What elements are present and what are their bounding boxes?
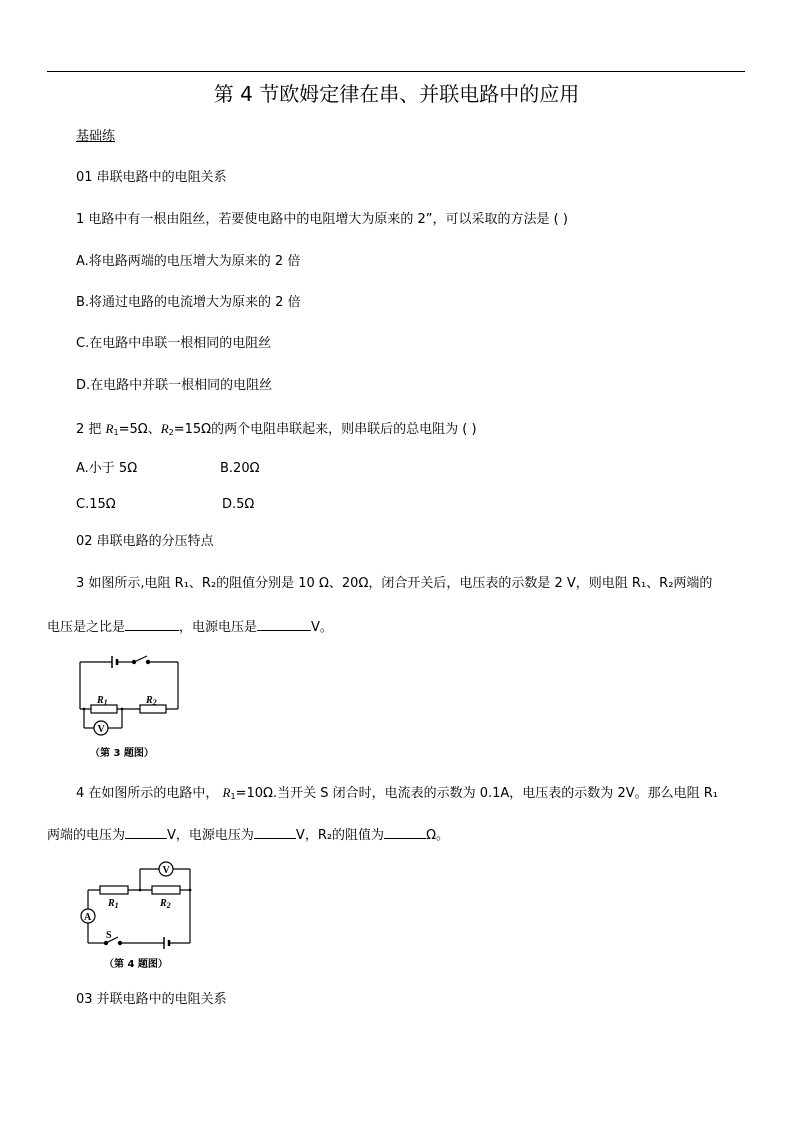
q2-r2: R [160, 421, 169, 436]
figure-3-r1-label: $R_1$ [97, 695, 108, 707]
q2-option-b: B.20Ω [220, 461, 260, 476]
topic-01: 01 串联电路中的电阻关系 [76, 170, 227, 185]
q4-blank-source-voltage[interactable] [254, 825, 296, 839]
q3-line1: 3 如图所示,电阻 R₁、R₂的阻值分别是 10 Ω、20Ω，闭合开关后，电压表的示数是 2 V，则电阻 R₁、R₂两端的 [76, 576, 713, 591]
page-title: 第 4 节欧姆定律在串、并联电路中的应用 [213, 82, 580, 106]
q2-option-c: C.15Ω [76, 497, 116, 512]
q3-line2-b: ，电源电压是 [179, 620, 258, 635]
q2-mid1: =5Ω、 [118, 422, 161, 437]
header-rule [47, 71, 745, 72]
q2-r1: R [105, 421, 114, 436]
q4-line1-a: 4 在如图所示的电路中， [76, 786, 223, 801]
q3-blank-ratio[interactable] [125, 617, 179, 631]
q4-line1-b: =10Ω.当开关 S 闭合时，电流表的示数为 0.1A，电压表的示数为 2V。那么电阻 R₁ [235, 786, 718, 801]
figure-4-ammeter-label: A [84, 912, 92, 923]
q4-line1 [76, 784, 718, 806]
figure-4-voltmeter-label: V [162, 865, 170, 876]
figure-4-switch-label: S [106, 930, 112, 941]
q2-r2-sub: 2 [168, 428, 174, 437]
q3-line2-c: V。 [311, 620, 333, 635]
q2-r1-sub: 1 [113, 428, 119, 437]
figure-3-r2-label: $R_2$ [146, 695, 157, 707]
q2-stem [76, 420, 477, 442]
q1-option-a: A.将电路两端的电压增大为原来的 2 倍 [76, 254, 301, 269]
q2-option-a: A.小于 5Ω [76, 461, 138, 476]
section-heading: 基础练 [76, 129, 116, 144]
figure-4-circuit [76, 855, 196, 973]
q4-line2-d: Ω。 [426, 828, 449, 843]
q4-line2-b: V，电源电压为 [167, 828, 254, 843]
q4-blank-r2-resistance[interactable] [384, 825, 426, 839]
figure-3-voltmeter-label: V [97, 724, 105, 735]
q4-line2-c: V，R₂的阻值为 [295, 828, 385, 843]
q3-line2 [47, 617, 333, 637]
topic-03: 03 并联电路中的电阻关系 [76, 992, 227, 1007]
q1-option-b: B.将通过电路的电流增大为原来的 2 倍 [76, 295, 301, 310]
figure-4-r2-label: $R_2$ [160, 898, 171, 910]
q4-r1-sub: 1 [230, 792, 236, 801]
topic-02: 02 串联电路的分压特点 [76, 534, 214, 549]
q1-option-c: C.在电路中串联一根相同的电阻丝 [76, 336, 272, 351]
q2-prefix: 2 把 [76, 422, 106, 437]
q3-line2-a: 电压是之比是 [47, 620, 126, 635]
q4-line2 [47, 825, 449, 845]
q4-line2-a: 两端的电压为 [47, 828, 126, 843]
q2-mid2: =15Ω的两个电阻串联起来，则串联后的总电阻为 ( ) [173, 422, 477, 437]
figure-3-caption: （第 3 题图） [90, 748, 154, 759]
q4-r1: R [222, 785, 231, 800]
q3-blank-voltage[interactable] [257, 617, 311, 631]
q2-option-d: D.5Ω [222, 497, 255, 512]
figure-3-circuit [74, 650, 189, 760]
q1-option-d: D.在电路中并联一根相同的电阻丝 [76, 378, 273, 393]
figure-4-caption: （第 4 题图） [104, 959, 168, 970]
q1-stem: 1 电路中有一根由阻丝，若要使电路中的电阻增大为原来的 2”，可以采取的方法是 ( ) [76, 212, 568, 227]
q4-blank-r1-voltage[interactable] [125, 825, 167, 839]
figure-4-r1-label: $R_1$ [108, 898, 119, 910]
